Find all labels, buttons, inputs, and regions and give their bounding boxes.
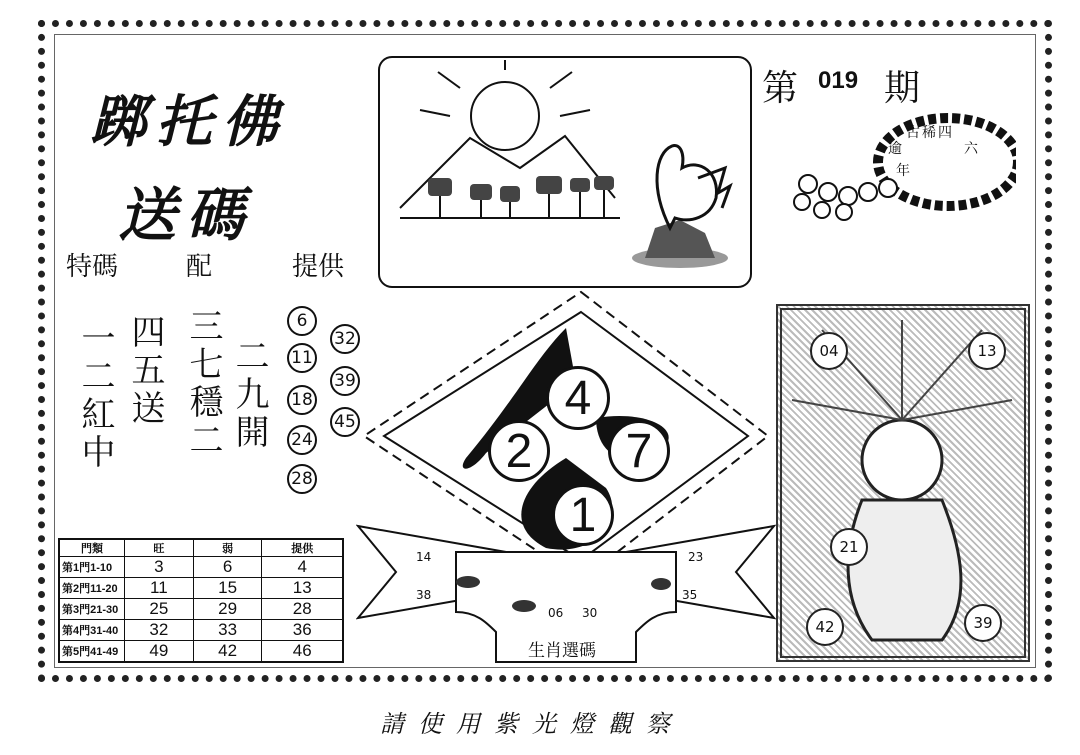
medallion-char: 古: [906, 125, 920, 141]
table-cell: 42: [193, 641, 262, 663]
circled-number: 28: [287, 464, 317, 494]
table-cell: 49: [125, 641, 194, 663]
label-special-code: 特碼: [66, 252, 119, 282]
sun-landscape-illustration: [380, 58, 750, 286]
table-cell: 6: [193, 557, 262, 578]
diamond-number: 4: [546, 366, 610, 430]
row-label: 第2門11-20: [59, 578, 125, 599]
issue-prefix: 第: [762, 68, 799, 109]
table-cell: 3: [125, 557, 194, 578]
phrase-col-4: 二九開: [229, 338, 269, 452]
table-header: 旺: [125, 539, 194, 557]
portrait-number: 21: [830, 528, 868, 566]
table-cell: 11: [125, 578, 194, 599]
circled-number: 18: [287, 385, 317, 415]
diamond-number: 2: [488, 420, 550, 482]
phrase-col-1: 一二紅中: [75, 320, 115, 472]
table-cell: 28: [262, 599, 343, 620]
label-match: 配: [186, 252, 213, 282]
circled-number: 24: [287, 425, 317, 455]
table-row: [59, 557, 343, 578]
zodiac-number: 35: [682, 588, 698, 602]
issue-number: 019: [818, 67, 859, 94]
portrait-number: 42: [806, 608, 844, 646]
circled-number: 11: [287, 343, 317, 373]
medallion-char: 年: [896, 163, 910, 179]
bead-ring-graphic: [788, 92, 1016, 222]
footer-note: 請使用紫光燈觀察: [380, 710, 684, 738]
portrait-number: 04: [810, 332, 848, 370]
table-cell: 32: [125, 620, 194, 641]
medallion-char: 稀: [922, 125, 936, 141]
table-cell: 4: [262, 557, 343, 578]
zodiac-number: 06: [548, 606, 564, 620]
table-row: [59, 620, 343, 641]
diamond-number: 7: [608, 420, 670, 482]
table-header: 門類: [59, 539, 125, 557]
table-cell: 15: [193, 578, 262, 599]
portrait-number: 13: [968, 332, 1006, 370]
circled-number: 6: [287, 306, 317, 336]
table-cell: 29: [193, 599, 262, 620]
zodiac-number: 38: [416, 588, 432, 602]
zodiac-number: 14: [416, 550, 432, 564]
circled-number: 39: [330, 366, 360, 396]
table-cell: 33: [193, 620, 262, 641]
label-provide: 提供: [292, 252, 345, 282]
portrait-number: 39: [964, 604, 1002, 642]
medallion-char: 逾: [888, 141, 902, 157]
circled-number: 32: [330, 324, 360, 354]
table-cell: 36: [262, 620, 343, 641]
medallion-char: 六: [964, 141, 978, 157]
table-row: [59, 599, 343, 620]
diamond-number: 1: [552, 484, 614, 546]
zodiac-number: 23: [688, 550, 704, 564]
row-label: 第3門21-30: [59, 599, 125, 620]
row-label: 第5門41-49: [59, 641, 125, 663]
gate-table: [58, 538, 344, 663]
row-label: 第1門1-10: [59, 557, 125, 578]
phrase-col-3: 三七穩二: [183, 308, 223, 460]
medallion-char: 四: [938, 125, 952, 141]
zodiac-banner-label: 生肖選碼: [528, 641, 596, 661]
phrase-col-2: 四五送: [125, 314, 165, 428]
sun-rooster-panel: [378, 56, 752, 288]
table-cell: 25: [125, 599, 194, 620]
table-row: [59, 641, 343, 663]
circled-number: 45: [330, 407, 360, 437]
title-line-2: 送碼: [118, 181, 255, 249]
table-row: [59, 578, 343, 599]
table-cell: 46: [262, 641, 343, 663]
table-cell: 13: [262, 578, 343, 599]
issue-suffix: 期: [884, 68, 921, 109]
title-line-1: 踯托佛: [90, 89, 288, 155]
zodiac-number: 30: [582, 606, 598, 620]
row-label: 第4門31-40: [59, 620, 125, 641]
table-header-row: [59, 539, 343, 557]
table-header: 提供: [262, 539, 343, 557]
bead-medallion: [788, 92, 1016, 222]
table-header: 弱: [193, 539, 262, 557]
